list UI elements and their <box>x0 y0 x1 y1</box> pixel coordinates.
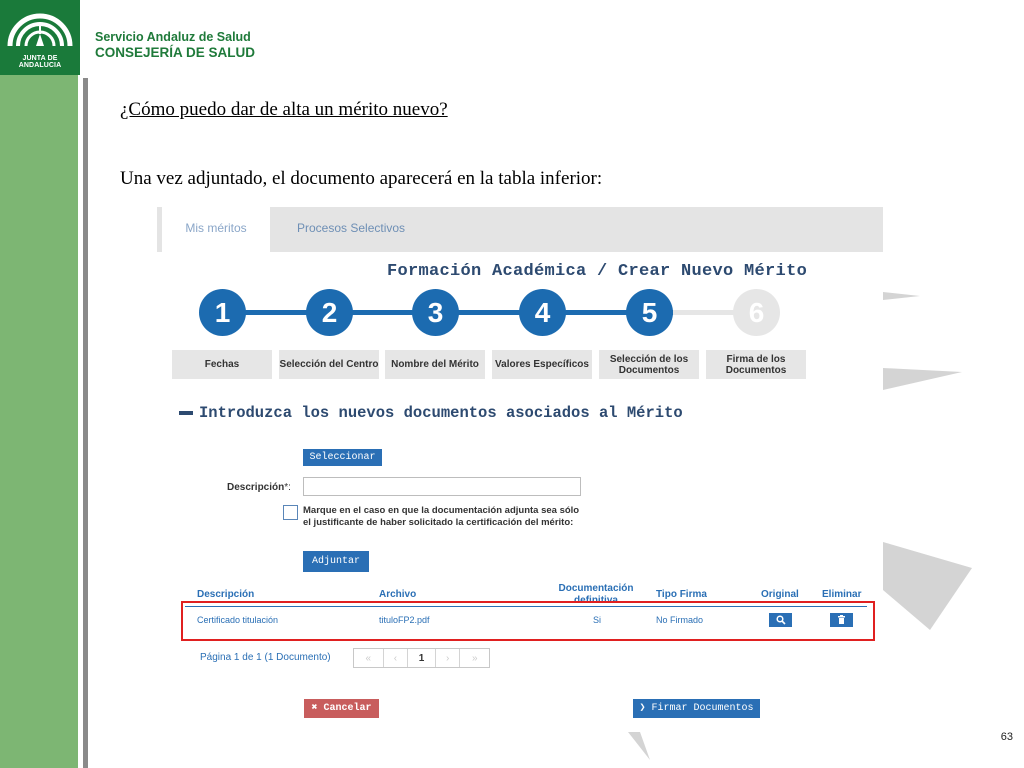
view-original-button[interactable] <box>769 613 792 627</box>
col-header-archivo: Archivo <box>379 589 417 600</box>
cell-descripcion: Certificado titulación <box>197 615 279 625</box>
cell-tipo-firma: No Firmado <box>656 615 704 625</box>
form-title: Formación Académica / Crear Nuevo Mérito <box>387 262 808 281</box>
org-line-1: Servicio Andaluz de Salud <box>95 30 251 44</box>
pagination-info: Página 1 de 1 (1 Documento) <box>200 652 331 663</box>
justificante-checkbox[interactable] <box>283 505 298 520</box>
checkbox-label: Marque en el caso en que la documentación adjunta sea sólo el justificante de haber solicitado la certificación del mérito: <box>303 505 580 528</box>
step-6-label: Firma de los Documentos <box>706 350 806 379</box>
select-file-button[interactable]: Seleccionar <box>303 449 382 466</box>
collapse-dash-icon[interactable] <box>179 411 193 415</box>
step-3-label: Nombre del Mérito <box>385 350 485 379</box>
tab-procesos-selectivos[interactable]: Procesos Selectivos <box>297 221 406 235</box>
logo-caption: JUNTA DE ANDALUCIA <box>18 55 62 69</box>
page-number: 63 <box>1000 731 1013 743</box>
step-1-circle: 1 <box>199 289 246 336</box>
step-5-circle: 5 <box>626 289 673 336</box>
col-header-original: Original <box>761 589 799 600</box>
description-label-text: Descripción <box>227 482 285 493</box>
search-icon <box>776 615 786 625</box>
step-1-label: Fechas <box>172 350 272 379</box>
cancel-label: Cancelar <box>323 703 372 714</box>
sign-documents-button[interactable] <box>633 699 760 718</box>
current-page-button[interactable]: 1 <box>408 649 436 667</box>
delete-document-button[interactable] <box>830 613 853 627</box>
cell-archivo[interactable]: tituloFP2.pdf <box>379 615 430 625</box>
section-heading <box>179 404 683 422</box>
description-label <box>227 482 291 493</box>
step-3-circle: 3 <box>412 289 459 336</box>
close-icon: ✖ <box>311 703 324 714</box>
step-2-circle: 2 <box>306 289 353 336</box>
sign-documents-label: Firmar Documentos <box>651 703 754 714</box>
cancel-button[interactable] <box>304 699 379 718</box>
cell-doc-definitiva: Si <box>593 615 602 625</box>
attach-button[interactable]: Adjuntar <box>303 551 369 572</box>
step-2-label: Selección del Centro <box>279 350 379 379</box>
col-header-doc-definitiva: Documentación definitiva <box>558 583 634 606</box>
col-header-tipo-firma: Tipo Firma <box>656 589 707 600</box>
col-header-descripcion: Descripción <box>197 589 255 600</box>
step-6-circle: 6 <box>733 289 780 336</box>
slide-title: ¿Cómo puedo dar de alta un mérito nuevo? <box>120 99 448 120</box>
pagination-control <box>353 648 490 668</box>
trash-icon <box>837 615 846 625</box>
tab-mis-meritos[interactable]: Mis méritos <box>162 207 270 252</box>
tab-bar <box>157 207 883 252</box>
step-4-circle: 4 <box>519 289 566 336</box>
step-5-label: Selección de los Documentos <box>599 350 699 379</box>
description-input[interactable] <box>303 477 581 496</box>
step-4-label: Valores Específicos <box>492 350 592 379</box>
prev-page-button[interactable]: ‹ <box>384 649 409 667</box>
slide-text: Una vez adjuntado, el documento aparecerá en la tabla inferior: <box>120 168 603 189</box>
last-page-button[interactable]: » <box>471 652 478 664</box>
section-heading-text: Introduzca los nuevos documentos asociados al Mérito <box>199 404 683 422</box>
app-screenshot <box>157 207 883 732</box>
first-page-button[interactable]: « <box>354 649 384 667</box>
chevron-right-icon: ❯ <box>639 703 652 714</box>
next-page-button[interactable]: › <box>436 649 461 667</box>
col-header-eliminar: Eliminar <box>822 589 862 600</box>
required-mark: *: <box>284 482 291 493</box>
org-line-2: CONSEJERÍA DE SALUD <box>95 45 256 60</box>
